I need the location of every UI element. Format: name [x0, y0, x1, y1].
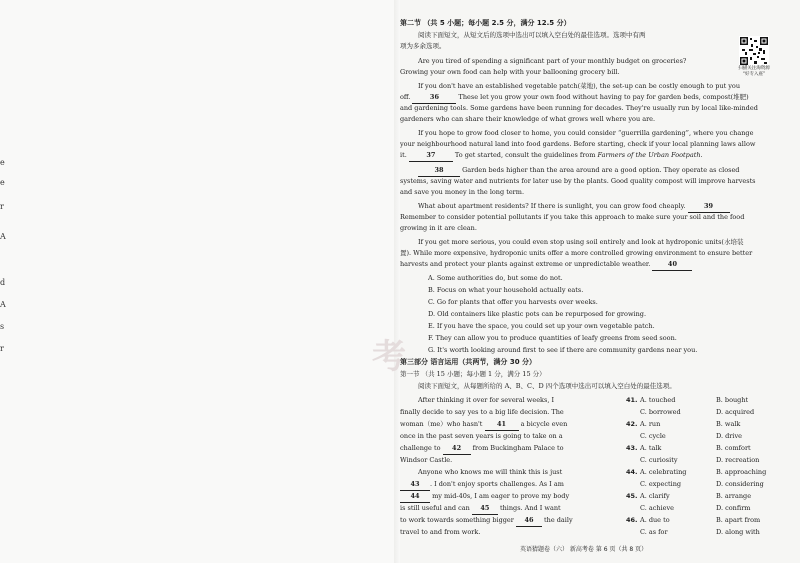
passage-line: harvests and protect your plants against extreme or unpredictable weather. 40 — [400, 259, 780, 271]
passage-line: it. 37 To get started, consult the guidelines from Farmers of the Urban Footpath. — [400, 150, 780, 162]
passage-line: 38 Garden beds higher than the area around are a good option. They operate as closed — [418, 165, 798, 177]
stray-letter: A — [0, 300, 6, 309]
stray-letter: e — [0, 178, 5, 187]
choice-d[interactable]: D. recreation — [716, 456, 760, 464]
section3-instruction: 阅读下面短文，从每题所给的 A、B、C、D 四个选项中选出可以填入空白处的最佳选项。 — [418, 382, 676, 390]
passage-line: If you get more serious, you could even stop using soil entirely and look at hydroponic units(水培装 — [418, 238, 744, 246]
blank-38[interactable]: 38 — [418, 165, 460, 177]
passage-line: Remember to consider potential pollutants if you take this approach to make sure your soil and the food — [400, 213, 745, 221]
option-line: F. They can allow you to produce quantities of leafy greens from seed soon. — [428, 334, 677, 342]
choice-b[interactable]: B. walk — [716, 420, 741, 428]
choice-d[interactable]: D. considering — [716, 480, 764, 488]
passage-line: off. 36 These let you grow your own food without having to pay for garden beds, compost(堆肥) — [400, 92, 780, 104]
passage-line: systems, saving water and nutrients for later use by the plants. Good quality compost will improve harvests — [400, 177, 756, 185]
passage-line: your neighbourhood natural land into food gardens. Before starting, check if your local planning laws allow — [400, 140, 756, 148]
stray-letter: A — [0, 232, 6, 241]
choice-c[interactable]: C. cycle — [640, 432, 666, 440]
passage-line: If you hope to grow food closer to home, you could consider “guerrilla gardening”, where you change — [418, 129, 754, 137]
choice-d[interactable]: D. confirm — [716, 504, 751, 512]
choice-b[interactable]: B. bought — [716, 396, 749, 404]
choice-b[interactable]: B. arrange — [716, 492, 752, 500]
stray-letter: d — [0, 278, 6, 287]
stray-letter: r — [0, 202, 4, 211]
cloze-line: woman（me）who hasn't 41 a bicycle even — [400, 419, 605, 431]
page-footer: 英语猜题卷（六） 新高考卷 第 6 页（共 8 页） — [520, 546, 648, 553]
passage-line: Are you tired of spending a significant part of your monthly budget on groceries? — [418, 57, 687, 65]
option-line: E. If you have the space, you could set up your own vegetable patch. — [428, 322, 655, 330]
choice-a[interactable]: A. talk — [640, 444, 662, 452]
passage-line: growing in it are clean. — [400, 224, 477, 232]
choice-c[interactable]: C. expecting — [640, 480, 682, 488]
cloze-line: to work towards something bigger 46 the daily — [400, 515, 605, 527]
choice-b[interactable]: B. approaching — [716, 468, 767, 476]
section2-instruction: 项为多余选项。 — [400, 42, 446, 50]
blank-46[interactable]: 46 — [516, 515, 542, 527]
section2-heading: 第二节 （共 5 小题；每小题 2.5 分，满分 12.5 分） — [400, 19, 571, 27]
blank-39[interactable]: 39 — [688, 201, 730, 213]
qr-caption: 扫描关注淘资源 “好专入座” — [738, 66, 770, 77]
left-blank-margin — [0, 0, 395, 563]
cloze-line: challenge to 42 from Buckingham Palace to — [400, 443, 605, 455]
blank-36[interactable]: 36 — [412, 92, 456, 104]
passage-line: What about apartment residents? If there is sunlight, you can grow food cheaply. 39 — [418, 201, 798, 213]
choice-c[interactable]: C. achieve — [640, 504, 675, 512]
choice-a[interactable]: A. due to — [640, 516, 670, 524]
choice-c[interactable]: C. borrowed — [640, 408, 681, 416]
option-line: A. Some authorities do, but some do not. — [428, 274, 563, 282]
choice-d[interactable]: D. acquired — [716, 408, 755, 416]
passage-line: and save you money in the long term. — [400, 188, 525, 196]
blank-42[interactable]: 42 — [443, 443, 471, 455]
passage-line: and gardening tools. Some gardens have been running for decades. They're usually run by local like-minded — [400, 104, 758, 112]
cloze-line: 43 . I don't enjoy sports challenges. As I am — [400, 479, 605, 491]
option-line: C. Go for plants that offer you harvests over weeks. — [428, 298, 598, 306]
choice-a[interactable]: A. touched — [640, 396, 676, 404]
choice-c[interactable]: C. curiosity — [640, 456, 678, 464]
passage-line: Growing your own food can help with your ballooning grocery bill. — [400, 68, 620, 76]
exam-column: 考 第二节 （共 5 小题；每小题 2.5 分，满分 12.5 分） 阅读下面短文，从短文后的选项中选出可以填入空白处的最佳选项。选项中有两 项为多余选项。 扫描关注淘资源 “好专入座” Are you tired of spending a significant part of your monthly budget on groceries? Growing your own food can help with your ballooning grocery bill. If you don't have an established vegetable patch(菜地), the set-up can be costly enough to put you off. 36 These let you grow your own food without having to pay for garden beds, compost(堆肥) and gardening tools. Some gardens have been running for decades. They're usually run by local like-minded gardeners who can share their knowledge of what grows well where you are. If you hope to grow food closer to home, you could consider “guerrilla gardening”, where you change your neighbourhood natural land into food gardens. Before starting, check if your local planning laws allow it. 37 To get started, consult the guidelines from Farmers of the Urban Footpath. 38 Garden beds higher than the area around are a good option. They operate as closed systems, saving water and nutrients for later use by the plants. Good quality compost will improve harvests and save you money in the long term. What about apartment residents? If there is sunlight, you can grow food cheaply. 39 Remember to consider potential pollutants if you take this approach to make sure your soil and the food growing in it are clean. If you get more serious, you could even stop using soil entirely and look at hydroponic units(水培装 置). While more expensive, hydroponic units offer a more controlled growing environment to ensure better harvests and protect your plants against extreme or unpredictable weather. 40 A. Some authorities do, but some do not. B. Focus on what your household actually eats. C. Go for plants that offer you harvests over weeks. D. Old containers like plastic pots can be repurposed for growing. E. If you have the space, you could set up your own vegetable patch. F. They can allow you to produce quantities of leafy greens from seed soon. G. It's worth looking around first to see if there are community gardens near you. 第三部分 语言运用（共两节，满分 30 分） 第一节 （共 15 小题；每小题 1 分，满分 15 分） 阅读下面短文，从每题所给的 A、B、C、D 四个选项中选出可以填入空白处的最佳选项。 After thinking it over for several weeks, I finally decide to say yes to a big life decision. The woman（me）who hasn't 41 a bicycle even once in the past seven years is going to take on a challenge to 42 from Buckingham Palace to Windsor Castle. Anyone who knows me will think this is just 43 . I don't enjoy sports challenges. As I am 44 my mid-40s, I am eager to prove my body is still useful and can 45 things. And I want to work towards something bigger 46 the daily travel to and from work. 41. A. touched B. bought C. borrowed D. acquired 42. A. run B. walk C. cycle D. drive 43. A. talk B. comfort C. curiosity D. recreation 44. A. celebrating B. approaching C. expecting D. considering 45. A. clarify B. arrange C. achieve D. confirm 46. A. due to B. apart from C. as for D. along with 英语猜题卷（六） 新高考卷 第 6 页（共 8 页） — [400, 0, 785, 563]
passage-line: gardeners who can share their knowledge of what grows well where you are. — [400, 115, 656, 123]
cloze-line: finally decide to say yes to a big life decision. The — [400, 408, 564, 416]
passage-line: If you don't have an established vegetable patch(菜地), the set-up can be costly enough to put you — [418, 82, 741, 90]
passage-line: 置). While more expensive, hydroponic units offer a more controlled growing environment to ensure better — [400, 249, 753, 257]
blank-45[interactable]: 45 — [472, 503, 498, 515]
choice-c[interactable]: C. as for — [640, 528, 668, 536]
choice-d[interactable]: D. drive — [716, 432, 742, 440]
stray-letter: r — [0, 344, 4, 353]
blank-41[interactable]: 41 — [485, 419, 519, 431]
cloze-line: once in the past seven years is going to take on a — [400, 432, 563, 440]
choice-d[interactable]: D. along with — [716, 528, 760, 536]
option-line: G. It's worth looking around first to see if there are community gardens near you. — [428, 346, 698, 354]
cloze-line: After thinking it over for several weeks, I — [418, 396, 555, 404]
blank-43[interactable]: 43 — [400, 479, 430, 491]
blank-37[interactable]: 37 — [409, 150, 453, 162]
cloze-line: Windsor Castle. — [400, 456, 453, 464]
cloze-line: travel to and from work. — [400, 528, 481, 536]
choice-b[interactable]: B. comfort — [716, 444, 751, 452]
choice-a[interactable]: A. celebrating — [640, 468, 687, 476]
choice-a[interactable]: A. run — [640, 420, 661, 428]
stray-letter: e — [0, 158, 5, 167]
cloze-line: Anyone who knows me will think this is just — [418, 468, 563, 476]
option-line: B. Focus on what your household actually eats. — [428, 286, 584, 294]
choice-a[interactable]: A. clarify — [640, 492, 670, 500]
watermark: 考 — [372, 337, 406, 377]
blank-40[interactable]: 40 — [652, 259, 692, 271]
stray-letter: s — [0, 322, 5, 331]
cloze-line: 44 my mid-40s, I am eager to prove my body — [400, 491, 605, 503]
section2-instruction: 阅读下面短文，从短文后的选项中选出可以填入空白处的最佳选项。选项中有两 — [418, 31, 646, 39]
choice-b[interactable]: B. apart from — [716, 516, 761, 524]
blank-44[interactable]: 44 — [400, 491, 430, 503]
cloze-line: is still useful and can 45 things. And I want — [400, 503, 605, 515]
option-line: D. Old containers like plastic pots can be repurposed for growing. — [428, 310, 647, 318]
section3-subheading: 第一节 （共 15 小题；每小题 1 分，满分 15 分） — [400, 370, 546, 378]
section3-heading: 第三部分 语言运用（共两节，满分 30 分） — [400, 358, 537, 366]
